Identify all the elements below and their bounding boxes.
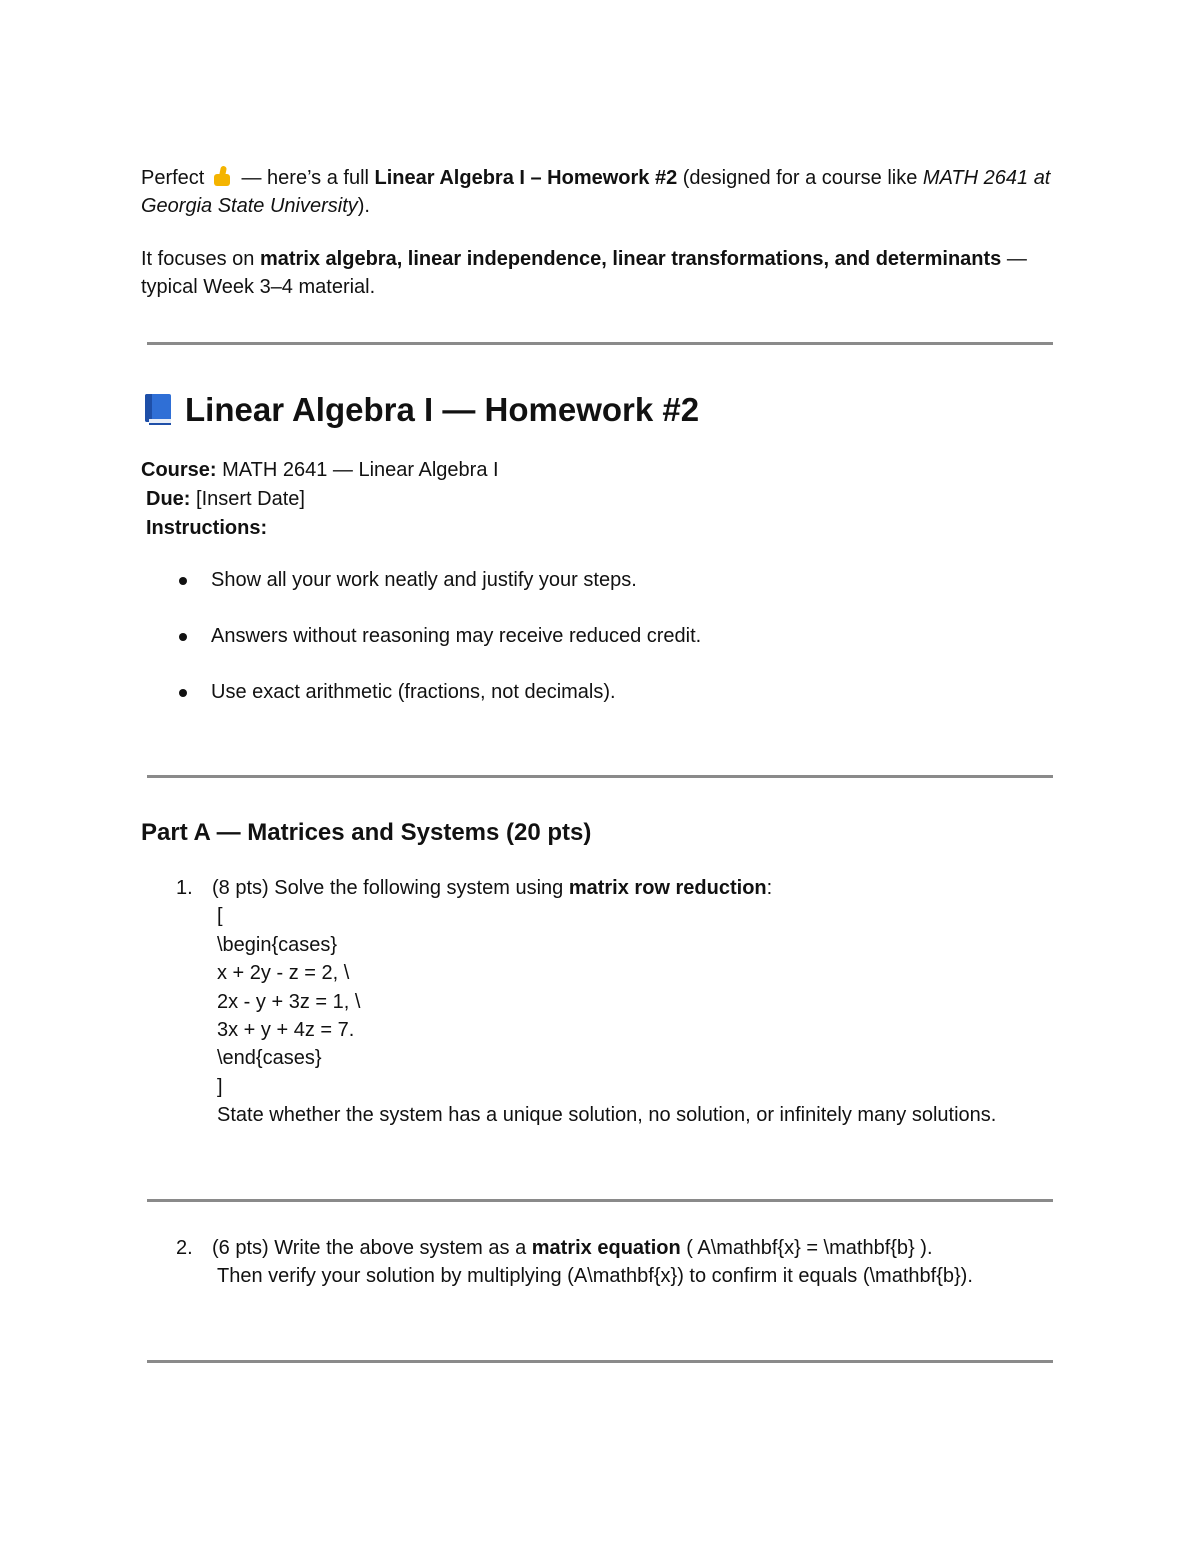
divider [147, 1360, 1053, 1363]
list-item-text: Use exact arithmetic (fractions, not decimals). [211, 681, 616, 703]
instructions-line [141, 514, 499, 543]
intro-paragraph [141, 164, 1061, 220]
equation-line: ] [217, 1075, 223, 1098]
list-item [177, 678, 701, 734]
question-text: : [766, 877, 773, 899]
course-value: MATH 2641 — Linear Algebra I [216, 459, 499, 481]
bullet-icon [179, 633, 187, 641]
intro-text: ). [357, 195, 370, 217]
list-item-text: Show all your work neatly and justify your steps. [211, 569, 637, 591]
question-text: (6 pts) Write the above system as a [212, 1237, 532, 1259]
divider [147, 775, 1053, 778]
divider [147, 342, 1053, 345]
question-text: (8 pts) Solve the following system using [212, 877, 569, 899]
question-bold-term: matrix row reduction [568, 877, 767, 899]
list-item-text: Answers without reasoning may receive reduced credit. [211, 625, 702, 647]
list-item [177, 622, 701, 678]
intro-text: Perfect [141, 167, 205, 189]
question-number: 1. [176, 877, 193, 899]
focus-topics-bold: matrix algebra, linear independence, linear transformations, and determinants [259, 248, 1002, 270]
question-2-prompt [176, 1234, 973, 1262]
question-1-followup: State whether the system has a unique solution, no solution, or infinitely many solutions. [217, 1104, 997, 1127]
intro-course-italic: MATH 2641 at Georgia State University [141, 167, 1051, 217]
blue-book-icon [143, 393, 173, 425]
intro-text: — here’s a full [235, 167, 375, 189]
question-2 [176, 1234, 973, 1291]
bullet-icon [179, 689, 187, 697]
thumbs-up-icon [212, 165, 234, 187]
course-label: Course: [141, 459, 217, 481]
question-bold-term: matrix equation [531, 1237, 681, 1259]
focus-text: It focuses on [141, 248, 260, 270]
instructions-list [177, 566, 701, 734]
focus-paragraph [141, 245, 1061, 301]
page-title [143, 388, 699, 432]
intro-bold-title: Linear Algebra I – Homework #2 [374, 167, 678, 189]
course-line [141, 456, 499, 485]
question-1 [176, 874, 996, 1130]
equation-line: x + 2y - z = 2, \ [217, 962, 350, 985]
question-text: ( A\mathbf{x} = \mathbf{b} ). [680, 1237, 933, 1259]
list-item [177, 566, 701, 622]
homework-meta [141, 456, 499, 543]
question-2-followup: Then verify your solution by multiplying (A\mathbf{x}) to confirm it equals (\mathbf{b}). [217, 1265, 973, 1288]
question-number: 2. [176, 1237, 193, 1259]
intro-text: (designed for a course like [677, 167, 923, 189]
equation-line: \end{cases} [217, 1047, 322, 1070]
due-label: Due: [146, 488, 191, 510]
part-a-heading: Part A — Matrices and Systems (20 pts) [141, 819, 592, 846]
equation-line: 3x + y + 4z = 7. [217, 1019, 355, 1042]
due-value: [Insert Date] [190, 488, 305, 510]
instructions-label: Instructions: [146, 517, 268, 539]
equation-line: 2x - y + 3z = 1, \ [217, 990, 361, 1013]
focus-text: — typical Week 3–4 material. [141, 248, 1027, 298]
divider [147, 1199, 1053, 1202]
question-1-prompt [176, 874, 996, 902]
equation-line: \begin{cases} [217, 933, 338, 956]
page-title-text: Linear Algebra I — Homework #2 [185, 391, 700, 428]
bullet-icon [179, 577, 187, 585]
due-line [141, 485, 499, 514]
equation-line: [ [217, 905, 223, 928]
